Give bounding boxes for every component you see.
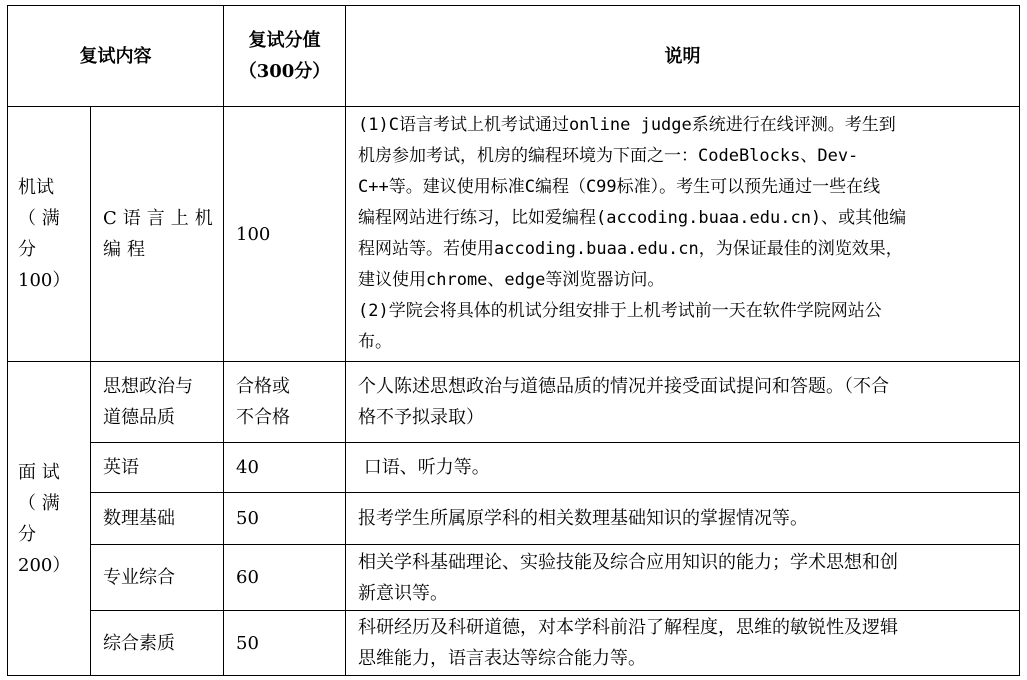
interview-description [346,362,1020,443]
interview-category-line: 分 [18,523,36,545]
machine-description [346,107,1020,362]
interview-category-line: 200） [18,554,71,576]
header-description: 说明 [346,6,1020,107]
desc-line: (2)学院会将具体的机试分组安排于上机考试前一天在软件学院网站公 [358,301,882,321]
machine-category-line: 机试 [18,177,54,198]
desc-line: 思维能力，语言表达等综合能力等。 [358,648,646,669]
interview-item: 专业综合 [91,545,224,611]
interview-row-math [8,493,1020,545]
exam-table [7,5,1020,676]
interview-category [8,362,91,676]
interview-item: 综合素质 [91,611,224,676]
interview-score [224,362,346,443]
interview-description [346,611,1020,676]
interview-score: 60 [224,545,346,611]
header-score [224,6,346,107]
score-line: 不合格 [236,407,290,428]
interview-row-english [8,443,1020,493]
machine-row [8,107,1020,362]
machine-category-line: 分 [18,239,36,260]
desc-line: 机房参加考试，机房的编程环境为下面之一：CodeBlocks、Dev- [358,146,859,166]
desc-line: 科研经历及科研道德，对本学科前沿了解程度，思维的敏锐性及逻辑 [358,617,898,638]
interview-item: 英语 [91,443,224,493]
machine-category [8,107,91,362]
desc-line: 个人陈述思想政治与道德品质的情况并接受面试提问和答题。（不合 [358,376,889,397]
machine-item-text: C语言上机编程 [103,208,219,260]
score-line: 合格或 [236,376,290,397]
desc-line: 程网站等。若使用accoding.buaa.edu.cn，为保证最佳的浏览效果， [358,239,903,259]
interview-item: 数理基础 [91,493,224,545]
interview-score: 50 [224,493,346,545]
desc-line: 建议使用chrome、edge等浏览器访问。 [358,270,665,290]
interview-description: 报考学生所属原学科的相关数理基础知识的掌握情况等。 [346,493,1020,545]
desc-line: 格不予拟录取） [358,407,484,428]
desc-line: C++等。建议使用标准C编程（C99标准）。考生可以预先通过一些在线 [358,177,881,197]
interview-category-line: （ 满 [18,492,60,514]
desc-line: 新意识等。 [358,582,448,604]
item-line: 道德品质 [103,407,175,428]
machine-item [91,107,224,362]
interview-score: 40 [224,443,346,493]
interview-item [91,362,224,443]
header-score-line1: 复试分值 [248,30,321,51]
interview-score: 50 [224,611,346,676]
interview-row-professional [8,545,1020,611]
interview-description [346,545,1020,611]
item-line: 思想政治与 [103,376,193,397]
machine-category-line: 100） [18,270,71,291]
interview-category-line: 面 试 [18,461,60,483]
desc-line: 布。 [358,332,392,352]
interview-row-politics [8,362,1020,443]
header-row [8,6,1020,107]
machine-category-line: （ 满 [18,208,60,229]
interview-row-overall [8,611,1020,676]
desc-line: 编程网站进行练习，比如爱编程(accoding.buaa.edu.cn)、或其他编 [358,208,907,228]
header-content: 复试内容 [8,6,224,107]
machine-score: 100 [224,107,346,362]
desc-line: (1)C语言考试上机考试通过online judge系统进行在线评测。考生到 [358,115,896,135]
interview-description: 口语、听力等。 [346,443,1020,493]
desc-line: 相关学科基础理论、实验技能及综合应用知识的能力；学术思想和创 [358,551,898,573]
header-score-line2: （300分） [238,61,331,82]
